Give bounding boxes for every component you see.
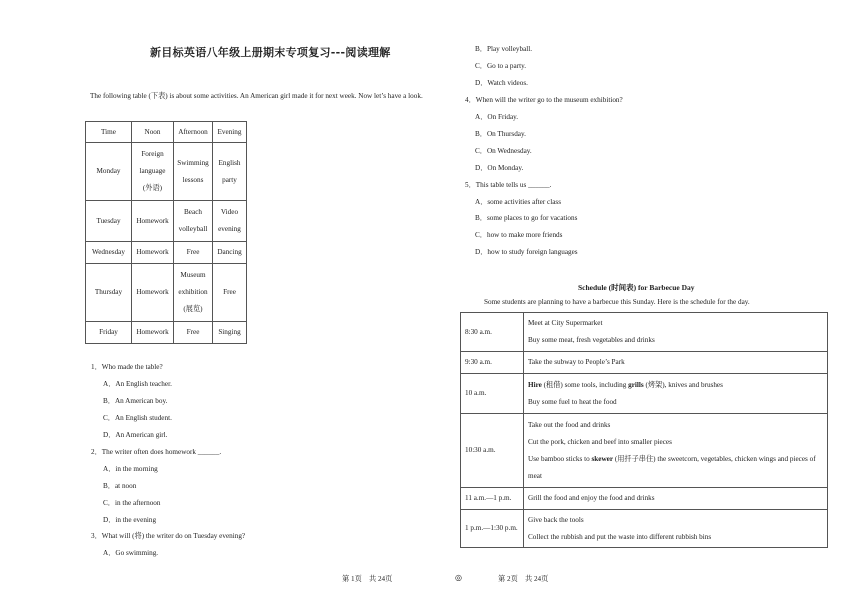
right-page <box>440 0 860 608</box>
schedule-items <box>524 352 828 374</box>
table-header-cell: Afternoon <box>174 122 213 143</box>
schedule-time: 10:30 a.m. <box>461 414 524 488</box>
question-stem: 5．This table tells us ______. <box>465 181 552 189</box>
answer-option: C．Go to a party. <box>475 62 527 70</box>
answer-option: C．An English student. <box>103 414 172 422</box>
answer-option: D．An American girl. <box>103 431 168 439</box>
answer-option: C．On Wednesday. <box>475 147 532 155</box>
schedule-items <box>524 414 828 488</box>
schedule-title: Schedule (时间表) for Barbecue Day <box>578 283 695 292</box>
schedule-item: Collect the rubbish and put the waste into different rubbish bins <box>528 532 712 541</box>
table-cell: Free <box>174 242 213 264</box>
table-cell: Homework <box>132 264 174 322</box>
schedule-time: 10 a.m. <box>461 374 524 414</box>
answer-option: D．in the evening <box>103 516 157 524</box>
schedule-item: Buy some meat, fresh vegetables and drinks <box>528 336 655 344</box>
answer-option: B．some places to go for vacations <box>475 214 578 222</box>
table-cell: Singing <box>213 322 247 344</box>
table-row <box>461 414 828 488</box>
table-cell: Friday <box>86 322 132 344</box>
schedule-table <box>460 312 828 548</box>
table-cell: English party <box>213 143 247 201</box>
answer-option: A．Go swimming. <box>103 549 159 557</box>
schedule-item: Hire (租借) some tools, including grills (烤架), knives and brushes <box>528 380 723 389</box>
binding-mark-icon: ◎ <box>455 573 462 582</box>
table-row <box>461 374 828 414</box>
answer-option: D．how to study foreign languages <box>475 248 578 256</box>
table-cell: Homework <box>132 242 174 264</box>
schedule-item: Meet at City Supermarket <box>528 319 603 327</box>
schedule-item: Cut the pork, chicken and beef into smaller pieces <box>528 437 672 446</box>
question-stem: 1．Who made the table? <box>91 363 163 371</box>
schedule-time: 1 p.m.—1:30 p.m. <box>461 510 524 548</box>
table-cell: Video evening <box>213 201 247 242</box>
schedule-items <box>524 510 828 548</box>
answer-option: B．An American boy. <box>103 397 168 405</box>
schedule-items <box>524 313 828 352</box>
table-cell: Homework <box>132 201 174 242</box>
schedule-item: Use bamboo sticks to skewer (用扦子串住) the sweetcorn, vegetables, chicken wings and pieces of meat <box>528 454 816 480</box>
table-cell: Swimming lessons <box>174 143 213 201</box>
activity-table <box>85 121 247 344</box>
table-row <box>86 201 247 242</box>
answer-option: A．An English teacher. <box>103 380 172 388</box>
table-cell: Tuesday <box>86 201 132 242</box>
answer-option: D．Watch videos. <box>475 79 528 87</box>
table-row <box>461 488 828 510</box>
answer-option: D．On Monday. <box>475 164 524 172</box>
table-cell: Monday <box>86 143 132 201</box>
page-title: 新目标英语八年级上册期末专项复习---阅读理解 <box>150 46 391 59</box>
schedule-item: Take out the food and drinks <box>528 420 611 429</box>
schedule-items <box>524 488 828 510</box>
schedule-time: 8:30 a.m. <box>461 313 524 352</box>
question-stem: 4．When will the writer go to the museum exhibition? <box>465 96 623 104</box>
table-row <box>86 143 247 201</box>
table-header-cell: Evening <box>213 122 247 143</box>
answer-option: B．Play volleyball. <box>475 45 533 53</box>
table-row <box>86 242 247 264</box>
table-cell: Beach volleyball <box>174 201 213 242</box>
reading-intro: The following table (下表) is about some activities. An American girl made it for next week. Now let’s have a look. <box>90 92 423 100</box>
table-cell: Free <box>174 322 213 344</box>
table-header-row <box>86 122 247 143</box>
answer-option: B．at noon <box>103 482 137 490</box>
schedule-item: Buy some fuel to heat the food <box>528 397 617 406</box>
schedule-item: Take the subway to People’s Park <box>528 358 625 366</box>
schedule-item: Give back the tools <box>528 515 584 524</box>
table-cell: Dancing <box>213 242 247 264</box>
schedule-intro: Some students are planning to have a barbecue this Sunday. Here is the schedule for the day. <box>484 298 750 306</box>
answer-option: C．in the afternoon <box>103 499 161 507</box>
table-cell: Free <box>213 264 247 322</box>
answer-option: C．how to make more friends <box>475 231 563 239</box>
schedule-item: Grill the food and enjoy the food and drinks <box>528 494 655 502</box>
answer-option: A．some activities after class <box>475 198 562 206</box>
table-row <box>461 313 828 352</box>
table-cell: Homework <box>132 322 174 344</box>
table-cell: Foreign language (外语) <box>132 143 174 201</box>
answer-option: B．On Thursday. <box>475 130 526 138</box>
table-row <box>461 352 828 374</box>
table-cell: Museum exhibition (展览) <box>174 264 213 322</box>
schedule-items <box>524 374 828 414</box>
schedule-time: 11 a.m.—1 p.m. <box>461 488 524 510</box>
page-number-left: 第 1页 共 24页 <box>342 575 393 583</box>
table-cell: Thursday <box>86 264 132 322</box>
answer-option: A．On Friday. <box>475 113 519 121</box>
answer-option: A．in the morning <box>103 465 158 473</box>
schedule-time: 9:30 a.m. <box>461 352 524 374</box>
table-cell: Wednesday <box>86 242 132 264</box>
table-row <box>461 510 828 548</box>
page-number-right: 第 2页 共 24页 <box>498 575 549 583</box>
question-stem: 2．The writer often does homework ______. <box>91 448 222 456</box>
question-stem: 3．What will (将) the writer do on Tuesday evening? <box>91 532 246 540</box>
table-header-cell: Noon <box>132 122 174 143</box>
table-header-cell: Time <box>86 122 132 143</box>
table-row <box>86 264 247 322</box>
table-row <box>86 322 247 344</box>
